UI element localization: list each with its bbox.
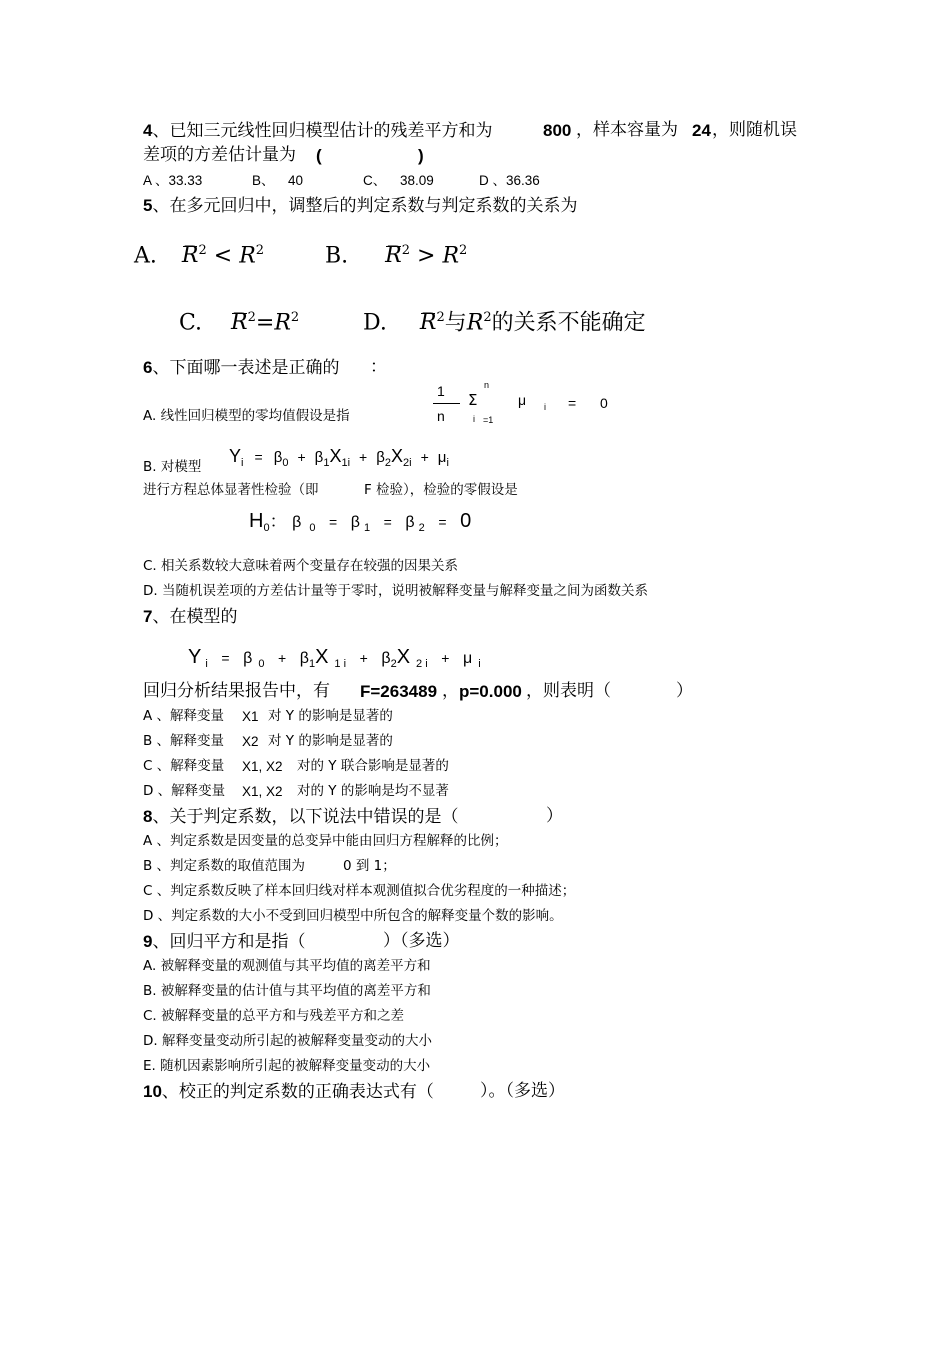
x: X [329,446,342,466]
q7-report-p: p=0.000 [459,682,522,701]
beta-sub: 2 [418,522,425,534]
q7-d-text: 对的 Y 的影响是均不显著 [297,783,449,799]
rel-and: 与 [444,310,467,336]
q8-text: 、关于判定系数，以下说法中错误的是（ [152,807,459,827]
plus: + [297,449,306,465]
x: X [396,646,411,668]
q7-b-label: B 、解释变量 [143,733,225,749]
sum-sign: Σ [468,391,478,409]
q4-option-d: D 、36.36 [479,173,540,188]
beta: β [273,449,283,466]
x-sub: 2 i [416,658,428,670]
q4-paren-close: ) [418,146,424,165]
q7-b-text: 对 Y 的影响是显著的 [268,733,393,749]
x: X [315,646,329,668]
q6-option-d: D. 当随机误差项的方差估计量等于零时，说明被解释变量与解释变量之间为函数关系 [143,583,648,599]
q6-b-cont-a: 进行方程总体显著性检验（即 [143,482,319,498]
exp: 2 [436,310,445,325]
q7-d-label: D 、解释变量 [143,783,226,799]
r-bar: R [385,243,402,269]
exp: 2 [459,243,468,258]
q6-title [143,359,339,377]
zero: 0 [600,395,608,411]
mu-sub: i [446,457,449,469]
q7-text: 、在模型的 [152,607,238,627]
q4-text-b: ，样本容量为 [576,120,678,140]
beta: β [299,650,309,667]
q7-d-var: X1, X2 [242,784,283,799]
eq: = [383,514,392,530]
q6-option-b: B. 对模型 [143,459,202,475]
q5-label-c: C. [179,310,203,336]
beta: β [350,514,360,531]
q6-b-formula [229,447,449,469]
r-bar: R [231,310,248,336]
q7-c-text: 对的 Y 联合影响是显著的 [297,758,449,774]
q7-report-b: ，则表明（ [526,681,611,701]
frac-n: n [437,408,445,424]
plus: + [359,650,368,666]
mu: μ [437,449,447,466]
beta-sub: 2 [384,457,391,469]
x: X [391,446,404,466]
q7-report-close: ） [676,681,693,701]
eq: = [221,650,230,666]
rel-gt: > [417,243,436,269]
q9-option-e: E. 随机因素影响所引起的被解释变量变动的大小 [143,1058,431,1074]
q5-option-b [325,244,467,267]
beta: β [381,650,391,667]
q7-title [143,608,237,626]
q7-number: 7 [143,607,153,626]
zero: 0 [460,510,472,532]
q5-option-c [179,311,299,334]
q6-option-a: A. 线性回归模型的零均值假设是指 [143,408,350,424]
exp: 2 [255,243,265,258]
q6-option-c: C. 相关系数较大意味着两个变量存在较强的因果关系 [143,558,459,574]
q7-report-a: 回归分析结果报告中，有 [143,681,330,701]
q7-c-label: C 、解释变量 [143,758,225,774]
q4-option-c-label: C、 [363,173,387,188]
q6-b-cont-b: F 检验），检验的零假设是 [364,482,518,498]
rel-eq: = [255,310,275,336]
q7-b-var: X2 [242,734,259,749]
x-sub: 2i [403,457,412,469]
q4-option-b-label: B、 [252,173,275,188]
q4-option-a: A 、33.33 [143,173,203,188]
q6-colon: ： [370,357,387,377]
q9-title [143,933,305,951]
beta-sub: 0 [309,522,316,534]
exp: 2 [483,310,492,325]
sum-bottom-i: i [473,414,475,424]
q9-option-d: D. 解释变量变动所引起的被解释变量变动的大小 [143,1033,432,1049]
plus: + [359,449,368,465]
q4-value-800: 800 [543,121,572,140]
q8-title [143,808,458,826]
q4-number: 4 [143,121,153,140]
beta-sub: 1 [323,457,330,469]
q5-option-d [363,311,646,334]
plus: + [278,650,287,666]
q7-a-label: A 、解释变量 [143,708,225,724]
q10-number: 10 [143,1082,162,1101]
q9-number: 9 [143,932,153,951]
beta-sub: 1 [363,522,371,534]
q8-number: 8 [143,807,153,826]
eq: = [568,395,577,411]
beta-sub: 1 [308,658,316,670]
q4-line2: 差项的方差估计量为 [143,145,296,165]
mu: μ [462,650,473,667]
eq: = [438,514,447,530]
eq: = [254,449,263,465]
q7-formula [188,647,481,670]
beta: β [405,514,415,531]
y: Y [229,446,242,466]
q8-option-b-label: B 、判定系数的取值范围为 [143,858,306,874]
q7-c-var: X1, X2 [242,759,283,774]
mu: μ [518,392,527,408]
x-sub: 1 i [334,658,347,670]
beta-sub: 0 [282,457,289,469]
q8-option-b-range: 0 到 1； [343,858,396,874]
beta: β [292,514,302,531]
q5-text: 、在多元回归中，调整后的判定系数与判定系数的关系为 [152,196,578,216]
q10-text: 、校正的判定系数的正确表达式有（ [161,1082,434,1102]
r: R [274,310,291,336]
sum-bottom-eq: =1 [483,415,494,425]
q8-paren-close: ） [546,806,563,826]
exp: 2 [401,243,411,258]
q7-report-comma: ， [442,681,459,701]
y-sub: i [205,658,208,670]
beta: β [314,449,324,466]
q5-label-d: D. [363,310,387,336]
q4-line1 [143,122,492,140]
mu-sub: i [478,658,481,670]
q8-option-c: C 、判定系数反映了样本回归线对样本观测值拟合优劣程度的一种描述； [143,883,576,899]
y-sub: i [241,457,244,469]
q5-d-tail: 的关系不能确定 [491,310,646,336]
q5-title [143,197,577,215]
q5-label-a: A. [134,243,157,269]
q7-a-text: 对 Y 的影响是显著的 [268,708,393,724]
q5-label-b: B. [325,243,349,269]
q9-option-c: C. 被解释变量的总平方和与残差平方和之差 [143,1008,405,1024]
frac-line [433,403,460,404]
r-bar: R [419,310,437,336]
q6-number: 6 [143,358,153,377]
plus: + [441,650,450,666]
h-sub: 0 [263,522,270,534]
q10-title [143,1083,434,1101]
q4-text-c: ，则随机误 [712,120,797,140]
q9-text: 、回归平方和是指（ [152,932,306,952]
colon: ： [269,512,287,531]
exp: 2 [290,310,300,325]
mu-sub: i [544,402,546,412]
x-sub: 1i [341,457,351,469]
q4-paren-open: ( [316,146,322,165]
q5-number: 5 [143,196,153,215]
r: R [466,310,484,336]
q8-option-d: D 、判定系数的大小不受到回归模型中所包含的解释变量个数的影响。 [143,908,563,924]
exp: 2 [247,310,256,325]
q5-option-a [134,244,264,267]
h: H [249,510,264,532]
q4-value-24: 24 [692,121,711,140]
r-bar: R [181,243,199,269]
r: R [442,243,460,269]
q4-option-c-value: 38.09 [400,173,434,188]
frac-one: 1 [437,383,445,399]
y: Y [188,646,202,668]
eq: = [329,514,338,530]
beta: β [243,650,253,667]
q4-option-b-value: 40 [288,173,304,188]
exp: 2 [198,243,207,258]
q4-text-a: 、已知三元线性回归模型估计的残差平方和为 [152,121,493,141]
q6-text: 、下面哪一表述是正确的 [152,358,340,378]
q8-option-a: A 、判定系数是因变量的总变异中能由回归方程解释的比例； [143,833,508,849]
q7-report-f: F=263489 [360,682,438,701]
beta-sub: 2 [390,658,397,670]
plus: + [420,449,429,465]
sum-top: n [484,380,490,390]
q10-multi: ）。（多选） [480,1081,565,1101]
q7-a-var: X1 [242,709,259,724]
q9-option-b: B. 被解释变量的估计值与其平均值的离差平方和 [143,983,431,999]
q9-multi: ）（多选） [383,931,460,951]
rel-lt: < [213,243,233,269]
beta-sub: 0 [258,658,265,670]
r: R [239,243,256,269]
q6-h0-formula [249,511,471,534]
q9-option-a: A. 被解释变量的观测值与其平均值的离差平方和 [143,958,431,974]
beta: β [376,449,385,466]
